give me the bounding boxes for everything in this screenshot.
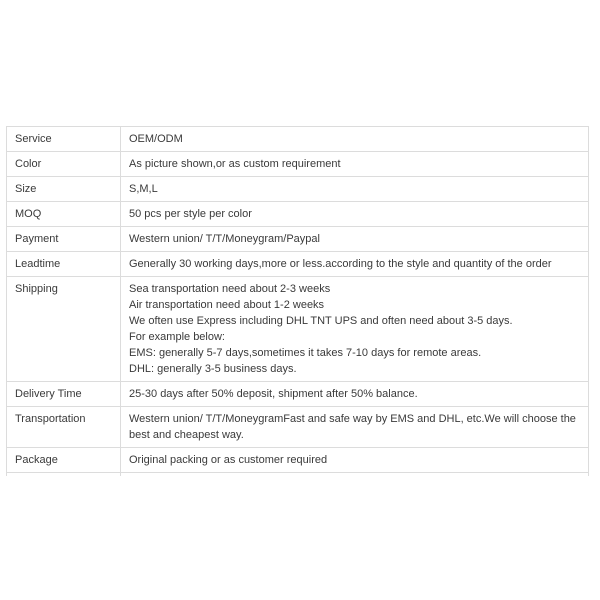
row-label: Shipping: [7, 277, 121, 382]
row-label: Package: [7, 448, 121, 473]
row-value: Western union/ T/T/Moneygram/Paypal: [121, 227, 589, 252]
row-value: OEM/ODM: [121, 127, 589, 152]
row-label: Delivery Time: [7, 382, 121, 407]
row-value: Generally 30 working days,more or less.according to the style and quantity of the order: [121, 252, 589, 277]
shipping-line-air: Air transportation need about 1-2 weeks: [129, 299, 325, 311]
row-label: Payment: [7, 227, 121, 252]
shipping-line-dhl: DHL: generally 3-5 business days.: [129, 363, 297, 375]
row-value: 50 pcs per style per color: [121, 202, 589, 227]
product-spec-table-container: [6, 126, 589, 476]
row-label: MOQ: [7, 202, 121, 227]
row-value: Western union/ T/T/MoneygramFast and safe way by EMS and DHL, etc.We will choose the best and cheapest way.: [121, 407, 589, 448]
row-value: As picture shown,or as custom requirement: [121, 152, 589, 177]
row-label: Transportation: [7, 407, 121, 448]
row-value: 25-30 days after 50% deposit, shipment after 50% balance.: [121, 382, 589, 407]
table-row-moq: [7, 202, 589, 227]
table-row-transportation: [7, 407, 589, 448]
table-row-service: [7, 127, 589, 152]
shipping-line-express: We often use Express including DHL TNT UPS and often need about 3-5 days.: [129, 315, 513, 327]
empty-cell: [121, 473, 589, 477]
shipping-line-example: For example below:: [129, 331, 225, 343]
row-value-multiline: [121, 277, 589, 382]
product-spec-table: [6, 126, 589, 476]
row-label: Color: [7, 152, 121, 177]
row-label: Leadtime: [7, 252, 121, 277]
table-row-color: [7, 152, 589, 177]
table-row-size: [7, 177, 589, 202]
table-row-payment: [7, 227, 589, 252]
row-label: Size: [7, 177, 121, 202]
table-row-package: [7, 448, 589, 473]
table-row-shipping: [7, 277, 589, 382]
shipping-line-ems: EMS: generally 5-7 days,sometimes it takes 7-10 days for remote areas.: [129, 347, 482, 359]
table-row-leadtime: [7, 252, 589, 277]
empty-cell: [7, 473, 121, 477]
row-label: Service: [7, 127, 121, 152]
table-row-delivery-time: [7, 382, 589, 407]
row-value: S,M,L: [121, 177, 589, 202]
row-value: Original packing or as customer required: [121, 448, 589, 473]
shipping-line-sea: Sea transportation need about 2-3 weeks: [129, 283, 331, 295]
table-row-cutoff: [7, 473, 589, 477]
